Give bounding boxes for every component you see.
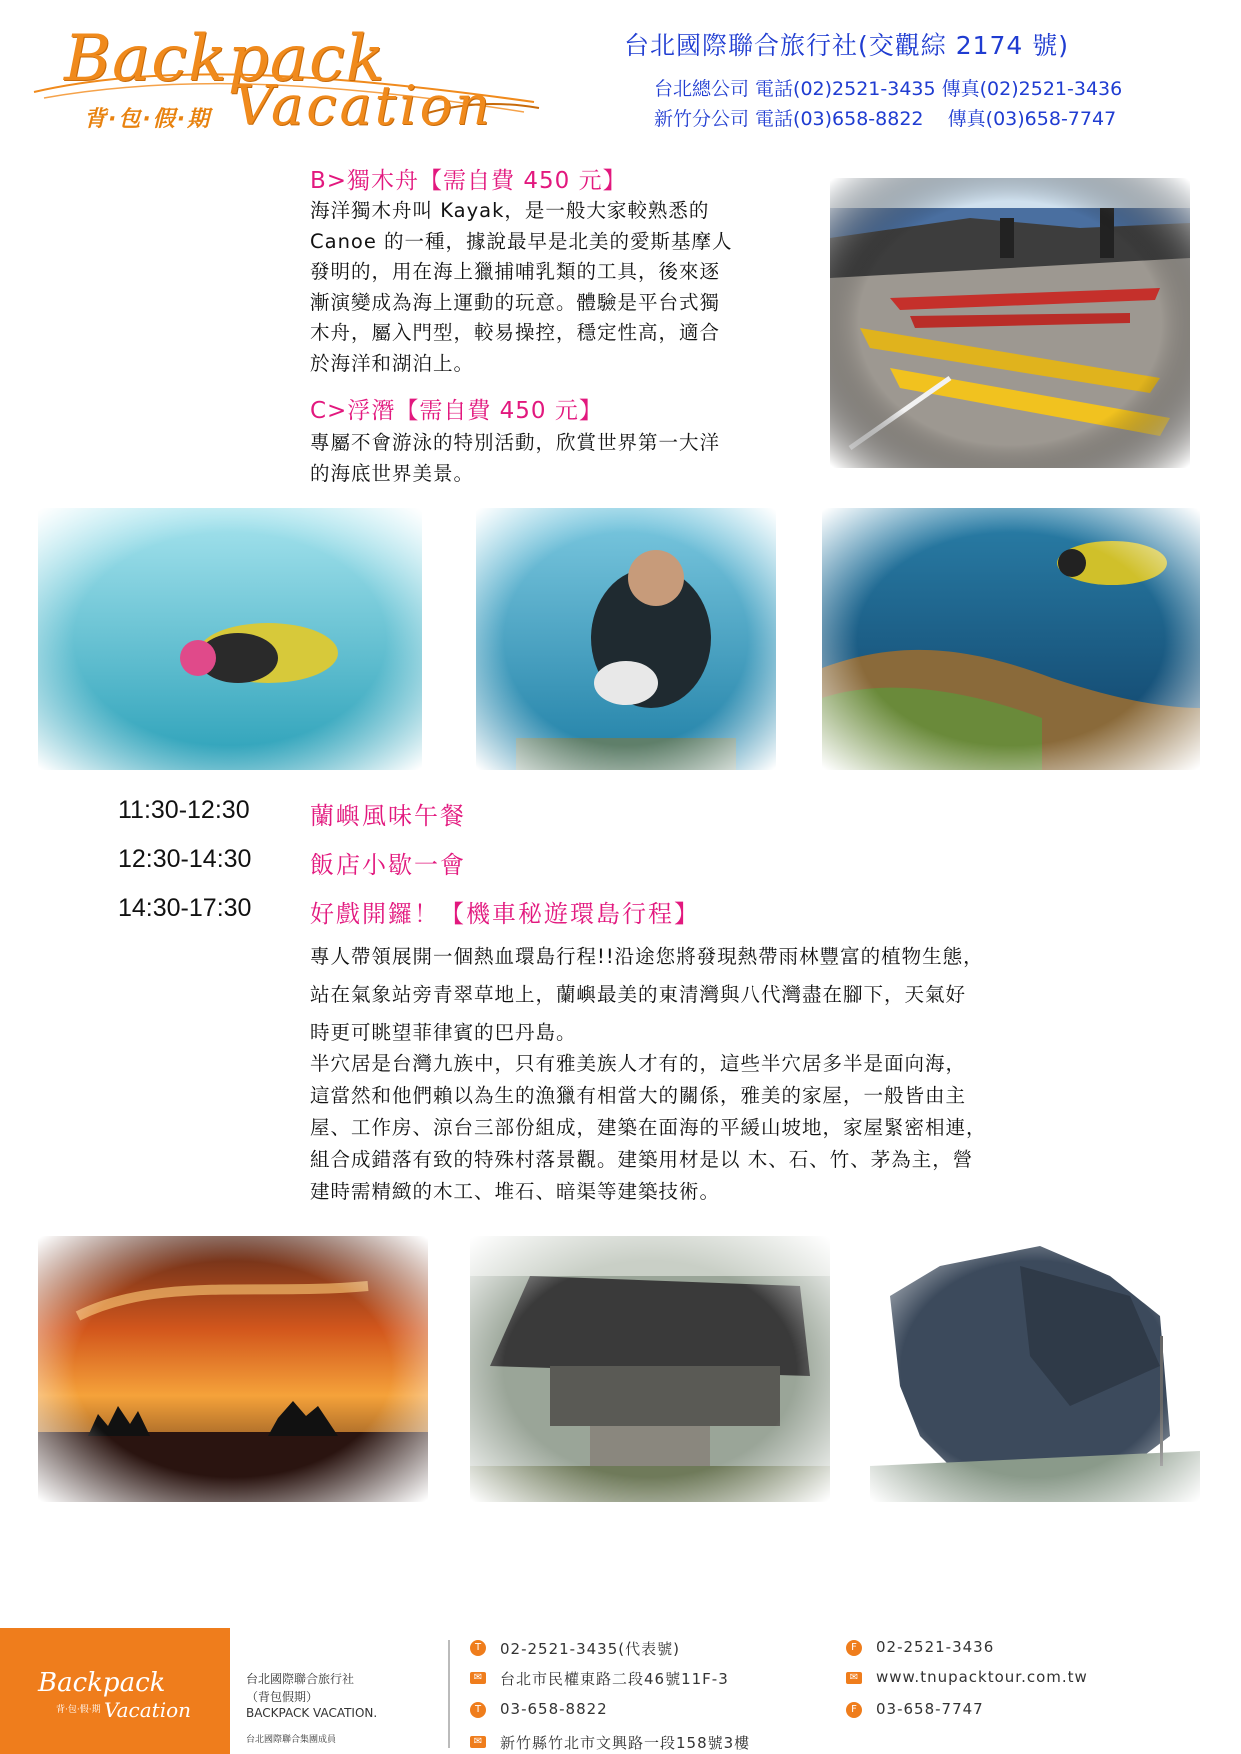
footer-company-alias: （背包假期）	[246, 1690, 319, 1704]
kayak-line: 木舟，屬入門型，較易操控，穩定性高，適合	[310, 321, 721, 344]
kayak-line: 發明的，用在海上獵捕哺乳類的工具，後來逐	[310, 260, 721, 283]
footer-website[interactable]: www.tnupacktour.com.tw	[876, 1668, 1088, 1686]
footer-logo-tagline: 背·包·假·期	[56, 1705, 101, 1715]
kayak-heading: B>獨木舟【需自費 450 元】	[310, 168, 627, 194]
footer-fax-taipei: 02-2521-3436	[876, 1638, 995, 1656]
tour-line: 半穴居是台灣九族中，只有雅美族人才有的，這些半穴居多半是面向海，	[310, 1052, 967, 1075]
tour-line: 專人帶領展開一個熱血環島行程!!沿途您將發現熱帶雨林豐富的植物生態，	[310, 945, 984, 968]
footer-logo-line1: Backpack	[38, 1668, 166, 1698]
hq-contact-line: 台北總公司 電話(02)2521-3435 傳真(02)2521-3436	[654, 78, 1123, 100]
kayak-line: 漸演變成為海上運動的玩意。體驗是平台式獨	[310, 290, 721, 314]
schedule-time: 14:30-17:30	[118, 894, 252, 922]
footer-phone-taipei: 02-2521-3435(代表號)	[500, 1640, 680, 1658]
footer-phone-hsinchu: 03-658-8822	[500, 1700, 608, 1718]
address-icon: ✉	[470, 1736, 486, 1748]
fax-icon: F	[846, 1640, 862, 1656]
branch-contact-line: 新竹分公司 電話(03)658-8822 傳真(03)658-7747	[654, 108, 1117, 130]
phone-icon: T	[470, 1640, 486, 1656]
website-icon: ✉	[846, 1672, 862, 1684]
footer-fax-hsinchu: 03-658-7747	[876, 1700, 984, 1718]
brand-logo	[24, 22, 564, 137]
tour-line: 屋、工作房、涼台三部份組成，建築在面海的平緩山坡地，家屋緊密相連，	[310, 1116, 987, 1139]
footer-logo	[0, 1628, 230, 1754]
tour-line: 時更可眺望菲律賓的巴丹島。	[310, 1021, 577, 1044]
brand-name-line2: Vacation	[234, 74, 493, 137]
schedule-title: 好戲開鑼！【機車秘遊環島行程】	[310, 900, 700, 928]
brand-name-line1: Backpack	[64, 22, 386, 96]
footer-logo-line2: Vacation	[104, 1698, 192, 1722]
footer-address-hsinchu: 新竹縣竹北市文興路一段158號3樓	[500, 1734, 751, 1752]
footer-company-name: 台北國際聯合旅行社	[246, 1672, 355, 1686]
schedule-time: 11:30-12:30	[118, 796, 250, 824]
kayak-line: Canoe 的一種，據說最早是北美的愛斯基摩人	[310, 229, 733, 253]
tour-line: 這當然和他們賴以為生的漁獵有相當大的關係，雅美的家屋，一般皆由主	[310, 1084, 967, 1107]
agency-name: 台北國際聯合旅行社(交觀綜 2174 號)	[624, 31, 1070, 60]
snorkel-photo-3	[822, 508, 1200, 770]
tour-description-part2	[310, 1048, 1190, 1208]
address-icon: ✉	[470, 1672, 486, 1684]
tour-description-part1	[310, 938, 1190, 1052]
kayak-line: 於海洋和湖泊上。	[310, 351, 475, 375]
footer-member-note: 台北國際聯合集團成員	[246, 1735, 337, 1745]
footer-company-english: BACKPACK VACATION.	[246, 1706, 378, 1720]
snorkel-description	[310, 428, 810, 489]
snorkel-line: 專屬不會游泳的特別活動，欣賞世界第一大洋	[310, 431, 721, 454]
snorkel-line: 的海底世界美景。	[310, 461, 475, 485]
footer-address-taipei: 台北市民權東路二段46號11F-3	[500, 1670, 729, 1688]
schedule-title: 飯店小歇一會	[310, 851, 466, 879]
fax-icon: F	[846, 1702, 862, 1718]
footer-divider	[448, 1640, 450, 1748]
kayak-photo	[830, 178, 1190, 468]
snorkel-photo-1	[38, 508, 422, 770]
snorkel-photo-2	[476, 508, 776, 770]
schedule-time: 12:30-14:30	[118, 845, 252, 873]
brand-tagline: 背·包·假·期	[84, 107, 212, 132]
tour-line: 組合成錯落有致的特殊村落景觀。建築用材是以 木、石、竹、茅為主，營	[310, 1148, 974, 1171]
coastal-rock-photo	[870, 1236, 1200, 1502]
snorkel-heading: C>浮潛【需自費 450 元】	[310, 398, 603, 424]
kayak-description	[310, 196, 810, 379]
phone-icon: T	[470, 1702, 486, 1718]
sunset-photo	[38, 1236, 428, 1502]
tour-line: 建時需精緻的木工、堆石、暗渠等建築技術。	[310, 1180, 721, 1203]
kayak-line: 海洋獨木舟叫 Kayak，是一般大家較熟悉的	[310, 199, 710, 222]
tour-line: 站在氣象站旁青翠草地上，蘭嶼最美的東清灣與八代灣盡在腳下，天氣好	[310, 983, 967, 1006]
semi-underground-house-photo	[470, 1236, 830, 1502]
schedule-title: 蘭嶼風味午餐	[310, 802, 466, 830]
